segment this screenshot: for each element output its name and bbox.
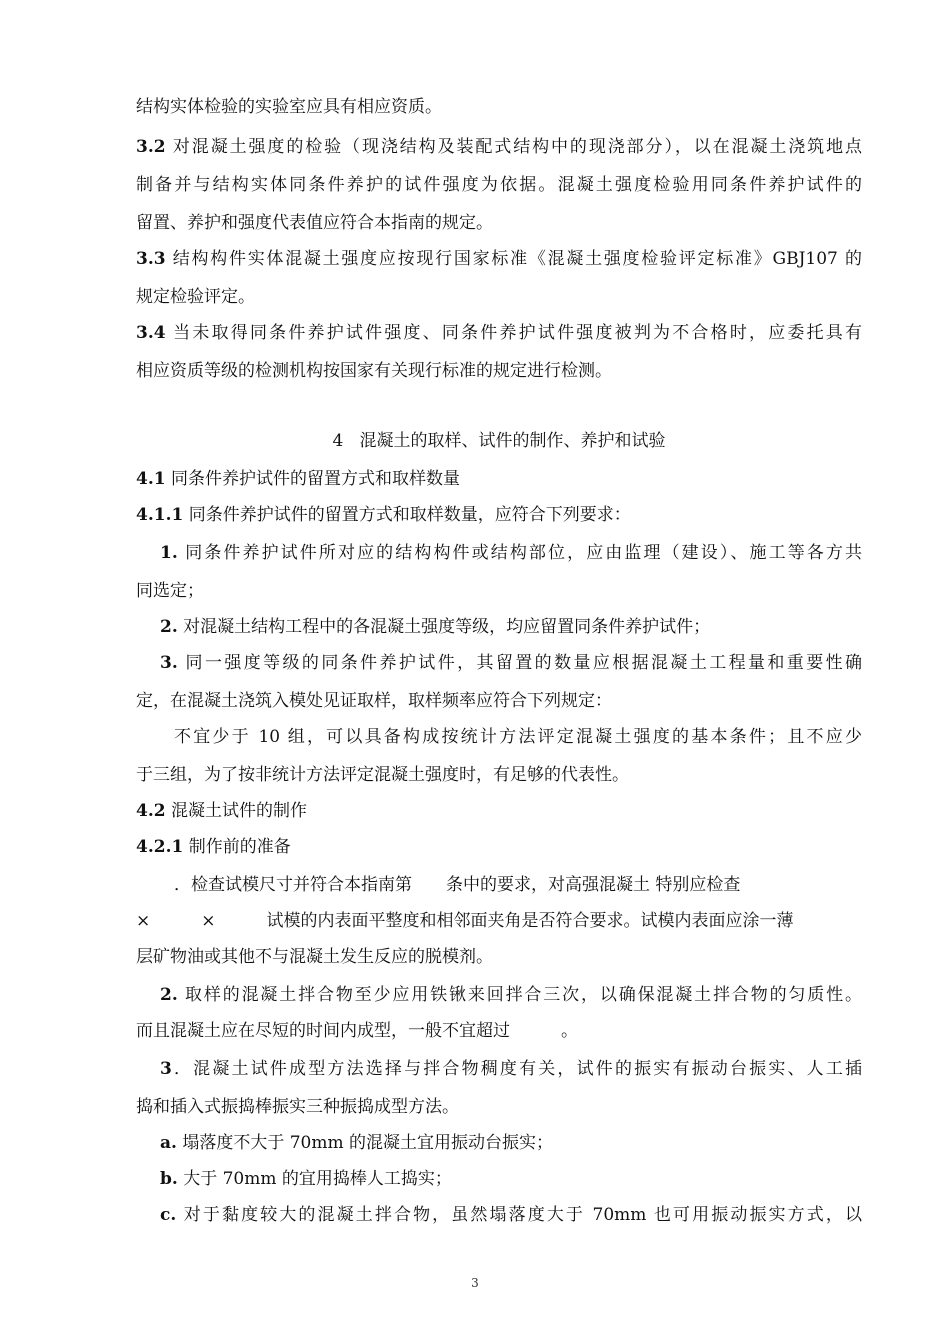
prep-1-line-3: 层矿物油或其他不与混凝土发生反应的脱模剂。 xyxy=(136,947,493,967)
item-text: ．混凝土试件成型方法选择与拌合物稠度有关，试件的振实有振动台振实、人工插 xyxy=(171,1059,862,1079)
prep-1-line-1: ．检查试模尺寸并符合本指南第 条中的要求，对高强混凝土 特别应检查 xyxy=(174,875,741,895)
item-text: 同条件养护试件所对应的结构构件或结构部位，应由监理（建设）、施工等各方共 xyxy=(177,543,862,563)
clause-number: 3.2 xyxy=(136,137,166,157)
item-number: 3. xyxy=(160,653,178,673)
section-number: 4.2.1 xyxy=(136,837,184,857)
clause-number: 3.4 xyxy=(136,323,166,343)
sub-item-b xyxy=(160,1162,862,1196)
item-number: 2. xyxy=(160,985,178,1005)
item-3-line-1 xyxy=(160,646,862,680)
item-text: 取样的混凝土拌合物至少应用铁锹来回拌合三次，以确保混凝土拌合物的匀质性。 xyxy=(177,985,862,1005)
item-2-line-1 xyxy=(160,610,862,644)
page-number: 3 xyxy=(471,1276,479,1290)
prep-2-line-2: 而且混凝土应在尽短的时间内成型，一般不宜超过 。 xyxy=(136,1021,578,1041)
section-number: 4.2 xyxy=(136,801,166,821)
clause-text: 当未取得同条件养护试件强度、同条件养护试件强度被判为不合格时，应委托具有 xyxy=(165,323,862,343)
clause-3-4-line-1 xyxy=(136,316,862,350)
sub-item-c xyxy=(160,1198,862,1232)
sub-item-text: 塌落度不大于 70mm 的混凝土宜用振动台振实； xyxy=(176,1133,554,1153)
item-number: 3 xyxy=(160,1059,172,1079)
clause-3-2-line-3: 留置、养护和强度代表值应符合本指南的规定。 xyxy=(136,213,493,233)
section-number: 4.1 xyxy=(136,469,166,489)
chapter-title: 混凝土的取样、试件的制作、养护和试验 xyxy=(359,431,666,451)
sub-item-letter: c. xyxy=(160,1205,177,1225)
item-3-line-2: 定，在混凝土浇筑入模处见证取样，取样频率应符合下列规定： xyxy=(136,691,612,711)
item-number: 1. xyxy=(160,543,178,563)
prep-2-line-1 xyxy=(160,978,862,1012)
section-title: 同条件养护试件的留置方式和取样数量，应符合下列要求： xyxy=(183,505,631,525)
sub-item-text: 大于 70mm 的宜用捣棒人工捣实； xyxy=(177,1169,452,1189)
section-title: 同条件养护试件的留置方式和取样数量 xyxy=(165,469,460,489)
sub-item-a xyxy=(160,1126,862,1160)
clause-3-4-line-2: 相应资质等级的检测机构按国家有关现行标准的规定进行检测。 xyxy=(136,361,612,381)
item-text: 同一强度等级的同条件养护试件，其留置的数量应根据混凝土工程量和重要性确 xyxy=(177,653,862,673)
section-title: 混凝土试件的制作 xyxy=(165,801,307,821)
sub-item-letter: b. xyxy=(160,1169,178,1189)
section-title: 制作前的准备 xyxy=(183,837,291,857)
prep-3-line-2: 捣和插入式振捣棒振实三种振捣成型方法。 xyxy=(136,1097,459,1117)
section-4-1-heading xyxy=(136,462,862,496)
rule-line-1: 不宜少于 10 组，可以具备构成按统计方法评定混凝土强度的基本条件；且不应少 xyxy=(174,727,862,747)
clause-3-2-line-2: 制备并与结构实体同条件养护的试件强度为依据。混凝土强度检验用同条件养护试件的 xyxy=(136,175,862,195)
section-4-1-1-heading xyxy=(136,498,862,532)
section-number: 4.1.1 xyxy=(136,505,184,525)
para-3-1-tail: 结构实体检验的实验室应具有相应资质。 xyxy=(136,97,442,117)
item-text: 对混凝土结构工程中的各混凝土强度等级，均应留置同条件养护试件； xyxy=(177,617,711,637)
section-4-2-1-heading xyxy=(136,830,862,864)
rule-line-2: 于三组，为了按非统计方法评定混凝土强度时，有足够的代表性。 xyxy=(136,765,629,785)
clause-3-3-line-1 xyxy=(136,242,862,276)
chapter-number: 4 xyxy=(332,431,344,451)
section-4-2-heading xyxy=(136,794,862,828)
clause-text: 对混凝土强度的检验（现浇结构及装配式结构中的现浇部分），以在混凝土浇筑地点 xyxy=(165,137,862,157)
sub-item-letter: a. xyxy=(160,1133,177,1153)
item-number: 2. xyxy=(160,617,178,637)
clause-3-2-line-1 xyxy=(136,130,862,164)
chapter-4-heading xyxy=(136,424,862,458)
clause-text: 结构构件实体混凝土强度应按现行国家标准《混凝土强度检验评定标准》GBJ107 的 xyxy=(165,249,862,269)
clause-number: 3.3 xyxy=(136,249,166,269)
item-1-line-1 xyxy=(160,536,862,570)
prep-1-line-2: × × 试模的内表面平整度和相邻面夹角是否符合要求。试模内表面应涂一薄 xyxy=(136,911,794,931)
item-1-line-2: 同选定； xyxy=(136,581,204,601)
clause-3-3-line-2: 规定检验评定。 xyxy=(136,287,255,307)
sub-item-text: 对于黏度较大的混凝土拌合物，虽然塌落度大于 70mm 也可用振动振实方式，以 xyxy=(176,1205,862,1225)
prep-3-line-1 xyxy=(160,1052,862,1086)
